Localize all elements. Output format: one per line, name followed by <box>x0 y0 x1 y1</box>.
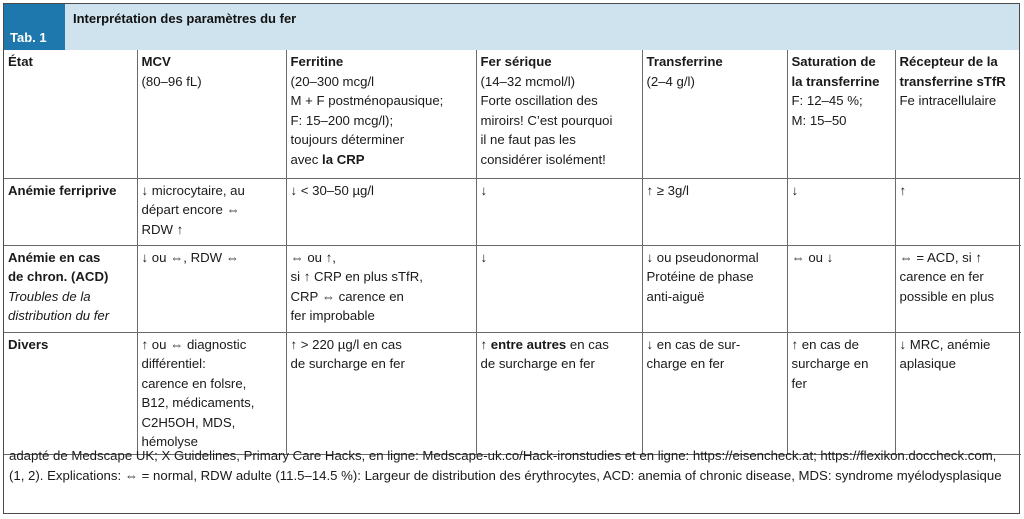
col-header-ferritine: Ferritine (20–300 mcg/l M + F postménopausique; F: 15–200 mcg/l); toujours déterminer avec la CRP <box>286 50 476 178</box>
col-header-stfr: Récepteur de la transferrine sTfR Fe intracellulaire <box>895 50 1021 178</box>
cell-fer: ↓ <box>476 245 642 332</box>
table-footnote: adapté de Medscape UK; X Guidelines, Primary Care Hacks, en ligne: Medscape-uk.co/Hack-ironstudies et en ligne: https://eisencheck.at; https://flexikon.doccheck.com, (1, 2). Explications: ⇔ = normal, RDW adulte (11.5–14.5 %): Largeur de distribution des érythrocytes, ACD: anemia of chronic disease, MDS: syndrome myélodysplasique <box>9 448 1002 483</box>
col-header-transferrine: Transferrine (2–4 g/l) <box>642 50 787 178</box>
cell-transferrine: ↓ en cas de sur- charge en fer <box>642 332 787 454</box>
col-header-mcv: MCV (80–96 fL) <box>137 50 286 178</box>
table-row-ferriprive <box>4 178 1021 245</box>
cell-ferritine: ↓ < 30–50 µg/l <box>286 178 476 245</box>
row-label: Anémie ferriprive <box>4 178 137 245</box>
row-label: Divers <box>4 332 137 454</box>
table-frame <box>3 3 1020 514</box>
cell-saturation: ⇔ ou ↓ <box>787 245 895 332</box>
tab-number: Tab. 1 <box>4 4 65 50</box>
col-header-etat: État <box>4 50 137 178</box>
column-header-row <box>4 50 1021 178</box>
cell-ferritine: ↑ > 220 µg/l en cas de surcharge en fer <box>286 332 476 454</box>
cell-stfr: ↓ MRC, anémie aplasique <box>895 332 1021 454</box>
col-header-fer-serique: Fer sérique (14–32 mcmol/l) Forte oscillation des miroirs! C’est pourquoi il ne faut pas les considérer isolément! <box>476 50 642 178</box>
cell-fer: ↓ <box>476 178 642 245</box>
table-row-acd <box>4 245 1021 332</box>
table-title: Interprétation des paramètres du fer <box>73 11 297 26</box>
cell-mcv: ↑ ou ⇔ diagnostic différentiel: carence en folsre, B12, médicaments, C2H5OH, MDS, hémolyse <box>137 332 286 454</box>
cell-mcv: ↓ microcytaire, au départ encore ⇔ RDW ↑ <box>137 178 286 245</box>
cell-mcv: ↓ ou ⇔, RDW ⇔ <box>137 245 286 332</box>
cell-ferritine: ⇔ ou ↑, si ↑ CRP en plus sTfR, CRP ⇔ carence en fer improbable <box>286 245 476 332</box>
table-row-divers <box>4 332 1021 454</box>
cell-stfr: ⇔ = ACD, si ↑ carence en fer possible en plus <box>895 245 1021 332</box>
cell-stfr: ↑ <box>895 178 1021 245</box>
cell-saturation: ↓ <box>787 178 895 245</box>
cell-fer: ↑ entre autres en cas de surcharge en fer <box>476 332 642 454</box>
cell-transferrine: ↓ ou pseudonormal Protéine de phase anti-aiguë <box>642 245 787 332</box>
cell-saturation: ↑ en cas de surcharge en fer <box>787 332 895 454</box>
cell-transferrine: ↑ ≥ 3g/l <box>642 178 787 245</box>
iron-parameters-table <box>4 50 1021 455</box>
col-header-saturation: Saturation de la transferrine F: 12–45 %; M: 15–50 <box>787 50 895 178</box>
row-label: Anémie en cas de chron. (ACD) Troubles de la distribution du fer <box>4 245 137 332</box>
table-header <box>4 4 1019 50</box>
